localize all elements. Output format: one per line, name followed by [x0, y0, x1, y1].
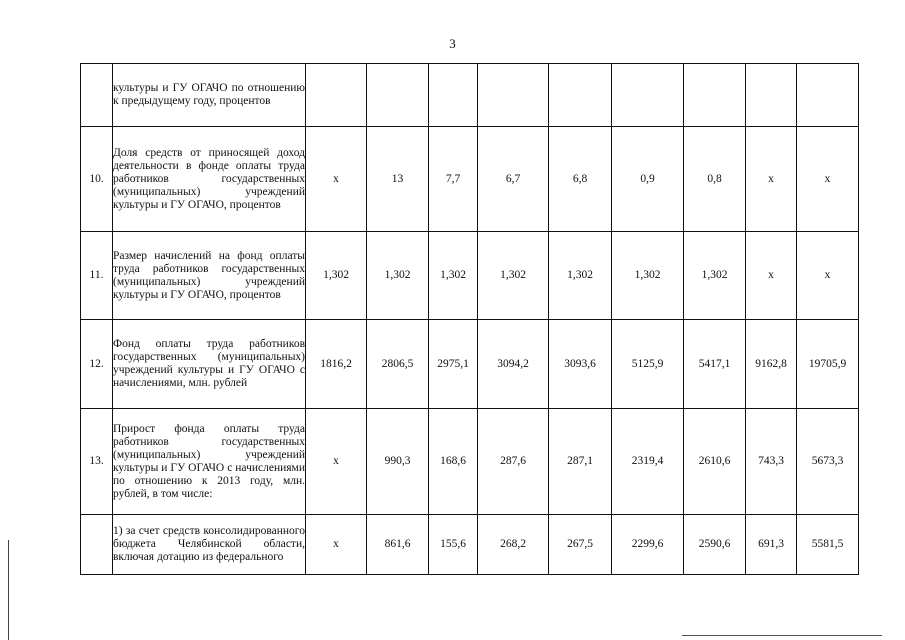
- value-cell: 743,3: [746, 409, 797, 515]
- value-cell: 1,302: [367, 232, 429, 320]
- value-cell: 5125,9: [612, 320, 684, 409]
- value-cell: 2319,4: [612, 409, 684, 515]
- value-cell: 1,302: [684, 232, 746, 320]
- indicator-description-cell: Прирост фонда оплаты труда работников государственных (муниципальных) учреждений культуры и ГУ ОГАЧО с начислениями по отношению к 2013 году, млн. рублей, в том числе:: [113, 409, 306, 515]
- row-number-cell: 12.: [81, 320, 113, 409]
- row-number-cell: 10.: [81, 127, 113, 232]
- value-cell: 2806,5: [367, 320, 429, 409]
- value-cell: х: [746, 232, 797, 320]
- value-cell: 990,3: [367, 409, 429, 515]
- value-cell: 287,6: [478, 409, 549, 515]
- table-row: [81, 232, 859, 320]
- row-number-cell: [81, 64, 113, 127]
- value-cell: х: [746, 127, 797, 232]
- value-cell: 268,2: [478, 515, 549, 575]
- value-cell: х: [797, 232, 859, 320]
- row-number-cell: 13.: [81, 409, 113, 515]
- value-cell: [746, 64, 797, 127]
- value-cell: 1,302: [306, 232, 367, 320]
- indicator-description-cell: Доля средств от приносящей доход деятельности в фонде оплаты труда работников государственных (муниципальных) учреждений культуры и ГУ ОГАЧО, процентов: [113, 127, 306, 232]
- indicator-description-cell: 1) за счет средств консолидированного бюджета Челябинской области, включая дотацию из федерального: [113, 515, 306, 575]
- value-cell: 691,3: [746, 515, 797, 575]
- value-cell: 2610,6: [684, 409, 746, 515]
- value-cell: 861,6: [367, 515, 429, 575]
- value-cell: 5673,3: [797, 409, 859, 515]
- value-cell: [684, 64, 746, 127]
- value-cell: х: [797, 127, 859, 232]
- value-cell: 7,7: [429, 127, 478, 232]
- table-row: [81, 515, 859, 575]
- left-margin-mark: [8, 540, 9, 640]
- value-cell: [549, 64, 612, 127]
- value-cell: х: [306, 127, 367, 232]
- value-cell: 2975,1: [429, 320, 478, 409]
- value-cell: 1,302: [549, 232, 612, 320]
- table-row: [81, 320, 859, 409]
- value-cell: 1,302: [429, 232, 478, 320]
- table-row: [81, 409, 859, 515]
- value-cell: 3093,6: [549, 320, 612, 409]
- value-cell: 19705,9: [797, 320, 859, 409]
- value-cell: 13: [367, 127, 429, 232]
- indicator-description-cell: Фонд оплаты труда работников государственных (муниципальных) учреждений культуры и ГУ ОГАЧО с начислениями, млн. рублей: [113, 320, 306, 409]
- value-cell: х: [306, 515, 367, 575]
- value-cell: 6,8: [549, 127, 612, 232]
- page-number: 3: [449, 36, 456, 51]
- value-cell: [367, 64, 429, 127]
- value-cell: 1,302: [612, 232, 684, 320]
- bottom-margin-mark: [682, 635, 882, 636]
- value-cell: 0,9: [612, 127, 684, 232]
- value-cell: [478, 64, 549, 127]
- value-cell: 267,5: [549, 515, 612, 575]
- table-row: [81, 127, 859, 232]
- value-cell: 5417,1: [684, 320, 746, 409]
- value-cell: 2299,6: [612, 515, 684, 575]
- value-cell: 5581,5: [797, 515, 859, 575]
- value-cell: 1816,2: [306, 320, 367, 409]
- value-cell: [306, 64, 367, 127]
- value-cell: х: [306, 409, 367, 515]
- value-cell: 168,6: [429, 409, 478, 515]
- value-cell: 3094,2: [478, 320, 549, 409]
- value-cell: [612, 64, 684, 127]
- indicator-description-cell: культуры и ГУ ОГАЧО по отношению к предыдущему году, процентов: [113, 64, 306, 127]
- table-row: [81, 64, 859, 127]
- value-cell: 9162,8: [746, 320, 797, 409]
- value-cell: [797, 64, 859, 127]
- indicators-table: [80, 63, 859, 575]
- row-number-cell: 11.: [81, 232, 113, 320]
- value-cell: 287,1: [549, 409, 612, 515]
- value-cell: 6,7: [478, 127, 549, 232]
- row-number-cell: [81, 515, 113, 575]
- value-cell: 0,8: [684, 127, 746, 232]
- value-cell: [429, 64, 478, 127]
- value-cell: 2590,6: [684, 515, 746, 575]
- indicator-description-cell: Размер начислений на фонд оплаты труда работников государственных (муниципальных) учреждений культуры и ГУ ОГАЧО, процентов: [113, 232, 306, 320]
- value-cell: 1,302: [478, 232, 549, 320]
- value-cell: 155,6: [429, 515, 478, 575]
